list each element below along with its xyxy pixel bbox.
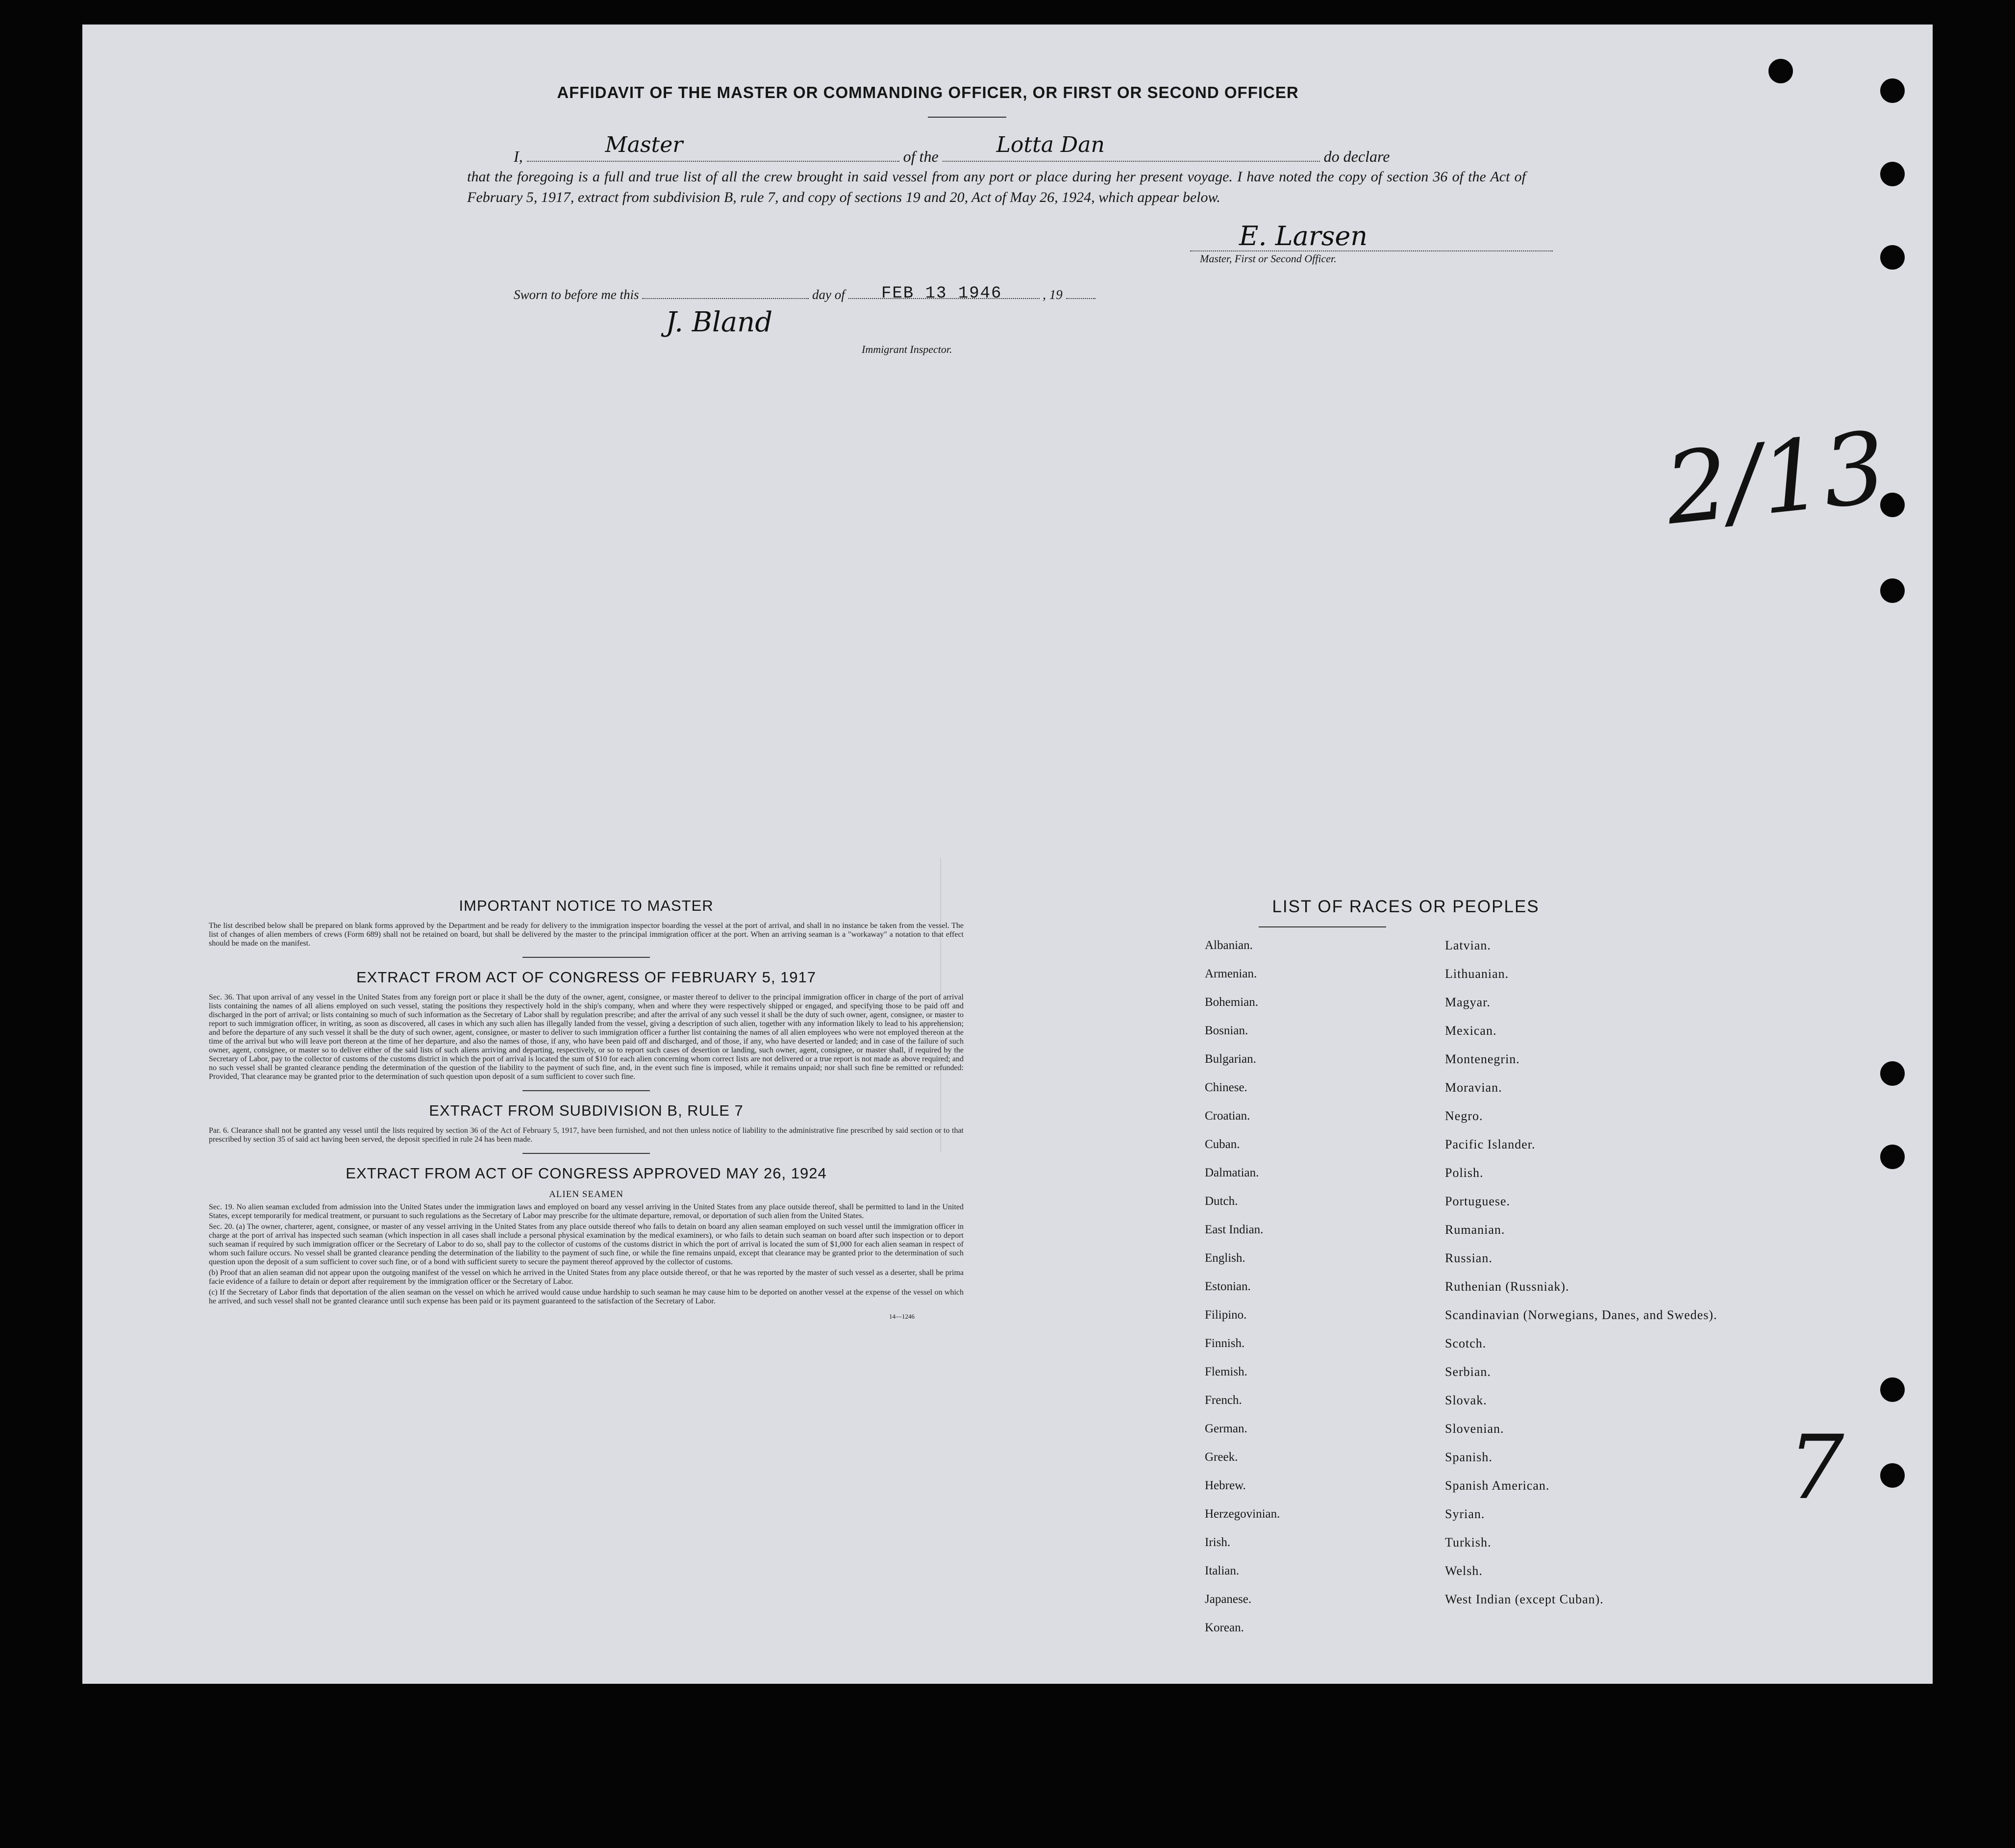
extract1-text: Sec. 36. That upon arrival of any vessel in the United States from any foreign port or place it shall be the duty of the owner, agent, consignee, or master thereof to deliver to the principal immigration officer in charge of the port of arrival lists containing the names of all aliens employed on such vessel, stating the positions they respectively hold in the ship's company, when and where they were respectively shipped or engaged, and specifying those to be paid off and discharged in the port of arrival; or lists containing so much of such information as the Secretary of Labor shall by regulation prescribe; and after the arrival of any such vessel it shall be the duty of such owner, agent, consignee, or master to report to such immigration officer, in writing, as soon as discovered, all cases in which any such alien has illegally landed from the vessel, giving a description of such alien, together with any information likely to lead to his apprehension; and before the departure of any such vessel it shall be the duty of such owner, agent, consignee, or master to deliver to such immigration officer a further list containing the names of all alien employees who were not employed thereon at the time of the arrival but who will leave port thereon at the time of her departure, and also the names of those, if any, who have been paid off and discharged, and of those, if any, who have deserted or landed; and in case of the failure of such owner, agent, consignee, or master so to deliver either of the said lists of such aliens arriving and departing, respectively, or so to report such cases of desertion or landing, such owner, agent, consignee, or master shall, if required by the Secretary of Labor, pay to the collector of customs of the customs district in which the port of arrival is located the sum of $10 for each alien concerning whom correct lists are not delivered or a true report is not made as above required; and no such vessel shall be granted clearance pending the determination of the question of the liability to the payment of such fine, and, in the event such fine is imposed, while it remains unpaid; nor shall such fine be remitted or refunded: Provided, That clearance may be granted prior to the determination of such question upon deposit of a sum sufficient to cover such fine. <box>209 993 964 1081</box>
extract2-text: Par. 6. Clearance shall not be granted any vessel until the lists required by section 36 of the Act of February 5, 1917, have been furnished, and not then unless notice of liability to the administrative fine prescribed by said section or to that prescribed by section 35 of said act having been served, the deposit specified in rule 24 has been made. <box>209 1126 964 1144</box>
vessel-handwritten: Lotta Dan <box>996 132 1105 157</box>
race-item: Welsh. <box>1445 1564 1483 1578</box>
extract3-sec20c: (c) If the Secretary of Labor finds that deportation of the alien seaman on the vessel on which he arrived would cause undue hardship to such seaman he may cause him to be deported on another vessel at the expense of the vessel on which he arrived, and such vessel shall not be granted clearance until such expense has been paid or its payment guaranteed to the satisfaction of the Secretary of Labor. <box>209 1288 964 1305</box>
race-item: Slovenian. <box>1445 1422 1504 1436</box>
affidavit-title: AFFIDAVIT OF THE MASTER OR COMMANDING OFFICER, OR FIRST OR SECOND OFFICER <box>557 83 1299 101</box>
race-item: Turkish. <box>1445 1535 1492 1549</box>
punch-hole <box>1880 578 1905 603</box>
master-signature: E. Larsen <box>1239 221 1368 251</box>
race-item: Latvian. <box>1445 938 1491 952</box>
extract1-title: EXTRACT FROM ACT OF CONGRESS OF FEBRUARY 5, 1917 <box>356 969 817 986</box>
punch-hole <box>1880 162 1905 186</box>
race-item: Greek. <box>1205 1450 1238 1464</box>
affidavit-body: that the foregoing is a full and true list of all the crew brought in said vessel from any port or place during her present voyage. I have noted the copy of section 36 of the Act of February 5, 1917, extract from subdivision B, rule 7, and copy of sections 19 and 20, Act of May 26, 1924, which appear below. <box>467 169 1526 205</box>
sworn-prefix: Sworn to before me this <box>514 287 639 302</box>
race-item: Bosnian. <box>1205 1024 1248 1037</box>
punch-hole <box>1880 1061 1905 1086</box>
race-item: English. <box>1205 1251 1245 1265</box>
punch-hole <box>1880 78 1905 103</box>
extract3-subtitle: ALIEN SEAMEN <box>549 1189 623 1199</box>
notice-title: IMPORTANT NOTICE TO MASTER <box>459 897 714 914</box>
race-item: Rumanian. <box>1445 1223 1505 1237</box>
title-underline <box>928 117 1006 118</box>
handwritten-mark: 7 <box>1788 1417 1844 1519</box>
race-item: Magyar. <box>1445 995 1491 1009</box>
race-item: Dalmatian. <box>1205 1166 1259 1179</box>
race-item: German. <box>1205 1422 1247 1435</box>
master-signature-block <box>1190 221 1553 265</box>
extract3-title: EXTRACT FROM ACT OF CONGRESS APPROVED MAY 26, 1924 <box>346 1165 827 1182</box>
important-notice-section <box>209 897 964 1321</box>
race-item: East Indian. <box>1205 1223 1264 1236</box>
master-caption: Master, First or Second Officer. <box>1200 252 1337 265</box>
race-item: Finnish. <box>1205 1337 1245 1350</box>
race-item: Negro. <box>1445 1109 1483 1123</box>
sworn-year: , 19 <box>1043 287 1063 302</box>
officer-field <box>527 132 899 162</box>
punch-hole <box>1880 1145 1905 1169</box>
race-item: Ruthenian (Russniak). <box>1445 1279 1569 1294</box>
punch-hole <box>1768 59 1793 83</box>
race-item: Irish. <box>1205 1536 1231 1549</box>
race-item: Russian. <box>1445 1251 1493 1265</box>
race-item: Croatian. <box>1205 1109 1250 1123</box>
declaration-middle: of the <box>903 148 939 165</box>
sworn-day-of: day of <box>812 287 845 302</box>
punch-hole <box>1880 1377 1905 1402</box>
race-item: Spanish. <box>1445 1450 1493 1464</box>
extract2-title: EXTRACT FROM SUBDIVISION B, RULE 7 <box>429 1102 744 1119</box>
race-item: Mexican. <box>1445 1024 1497 1038</box>
races-title: LIST OF RACES OR PEOPLES <box>1272 897 1540 916</box>
inspector-caption: Immigrant Inspector. <box>862 343 952 355</box>
race-item: Montenegrin. <box>1445 1052 1520 1066</box>
races-column-2 <box>1445 938 1788 1621</box>
race-item: Hebrew. <box>1205 1479 1246 1492</box>
races-section <box>1136 897 1773 1634</box>
race-item: Scandinavian (Norwegians, Danes, and Swedes). <box>1445 1308 1717 1322</box>
race-item: French. <box>1205 1394 1242 1407</box>
extract3-sec19: Sec. 19. No alien seaman excluded from admission into the United States under the immigration laws and employed on board any vessel arriving in the United States from any place outside thereof, shall be permitted to land in the United States, except temporarily for medical treatment, or pursuant to such regulations as the Secretary of Labor may prescribe for the ultimate departure, removal, or deportation of such alien from the United States. <box>209 1203 964 1220</box>
race-item: Estonian. <box>1205 1280 1251 1293</box>
punch-hole <box>1880 1463 1905 1488</box>
race-item: Chinese. <box>1205 1081 1247 1094</box>
vessel-field <box>943 132 1320 162</box>
race-item: Lithuanian. <box>1445 967 1509 981</box>
race-item: Bulgarian. <box>1205 1052 1256 1066</box>
race-item: West Indian (except Cuban). <box>1445 1592 1604 1606</box>
race-item: Spanish American. <box>1445 1478 1550 1493</box>
race-item: Portuguese. <box>1445 1194 1511 1208</box>
declaration-prefix: I, <box>514 148 523 165</box>
inspector-signature: J. Bland <box>666 306 773 338</box>
race-item: Japanese. <box>1205 1593 1252 1606</box>
race-item: Polish. <box>1445 1166 1484 1180</box>
races-column-1 <box>1205 938 1411 1649</box>
race-item: Cuban. <box>1205 1138 1240 1151</box>
officer-handwritten: Master <box>605 132 683 157</box>
race-item: Bohemian. <box>1205 996 1259 1009</box>
race-item: Korean. <box>1205 1621 1244 1634</box>
race-item: Moravian. <box>1445 1080 1502 1095</box>
race-item: Armenian. <box>1205 967 1257 980</box>
date-stamp: FEB 13 1946 <box>881 284 1002 303</box>
affidavit-declaration-line <box>514 132 1621 166</box>
race-item: Pacific Islander. <box>1445 1137 1536 1151</box>
declaration-suffix: do declare <box>1323 148 1390 165</box>
extract3-sec20b: (b) Proof that an alien seaman did not appear upon the outgoing manifest of the vessel on which he arrived in the United States from any place outside thereof, or that he was reported by the master of such vessel as a deserter, shall be prima facie evidence of a failure to detain or deport after requirement by the immigration officer or the Secretary of Labor. <box>209 1269 964 1286</box>
punch-hole <box>1880 245 1905 270</box>
notice-text: The list described below shall be prepared on blank forms approved by the Department and be ready for delivery to the immigration inspector boarding the vessel at the port of arrival, and shall in no instance be taken from the vessel. The list of changes of alien members of crews (Form 689) shall not be retained on board, but shall be delivered by the master to the principal immigration officer at the port. When an arriving seaman is a "workaway" a notation to that effect should be made on the manifest. <box>209 922 964 948</box>
handwritten-page-number: 2/13 <box>1660 410 1891 547</box>
race-item: Flemish. <box>1205 1365 1247 1378</box>
race-item: Dutch. <box>1205 1195 1238 1208</box>
race-item: Herzegovinian. <box>1205 1507 1280 1521</box>
race-item: Albanian. <box>1205 939 1253 952</box>
extract3-sec20a: Sec. 20. (a) The owner, charterer, agent, consignee, or master of any vessel arriving in the United States from any place outside thereof who fails to detain on board any alien seaman employed on such vessel until the immigration officer in charge at the port of arrival has inspected such seaman (which inspection in all cases shall include a personal physical examination by the medical examiners), or who fails to detain such seaman on board after such inspection or to deport such seaman if required by such immigration officer or the Secretary of Labor to do so, shall pay to the collector of customs of the customs district in which the port of arrival is located the sum of $1,000 for each alien seaman in respect of whom such failure occurs. No vessel shall be granted clearance pending the determination of the liability to the payment of such fine, or while the fine remains unpaid, except that clearance may be granted prior to the determination of such question upon the deposit of a sum sufficient to cover such fine, or of a bond with sufficient surety to secure the payment thereof approved by the collector of customs. <box>209 1223 964 1266</box>
race-item: Italian. <box>1205 1564 1240 1577</box>
race-item: Serbian. <box>1445 1365 1491 1379</box>
sworn-line <box>514 284 1621 302</box>
race-item: Syrian. <box>1445 1507 1485 1521</box>
inspector-signature-block <box>646 306 989 356</box>
race-item: Filipino. <box>1205 1308 1247 1322</box>
form-number: 14—1246 <box>889 1313 915 1320</box>
race-item: Scotch. <box>1445 1336 1487 1350</box>
race-item: Slovak. <box>1445 1393 1487 1407</box>
document-page <box>82 25 1933 1684</box>
